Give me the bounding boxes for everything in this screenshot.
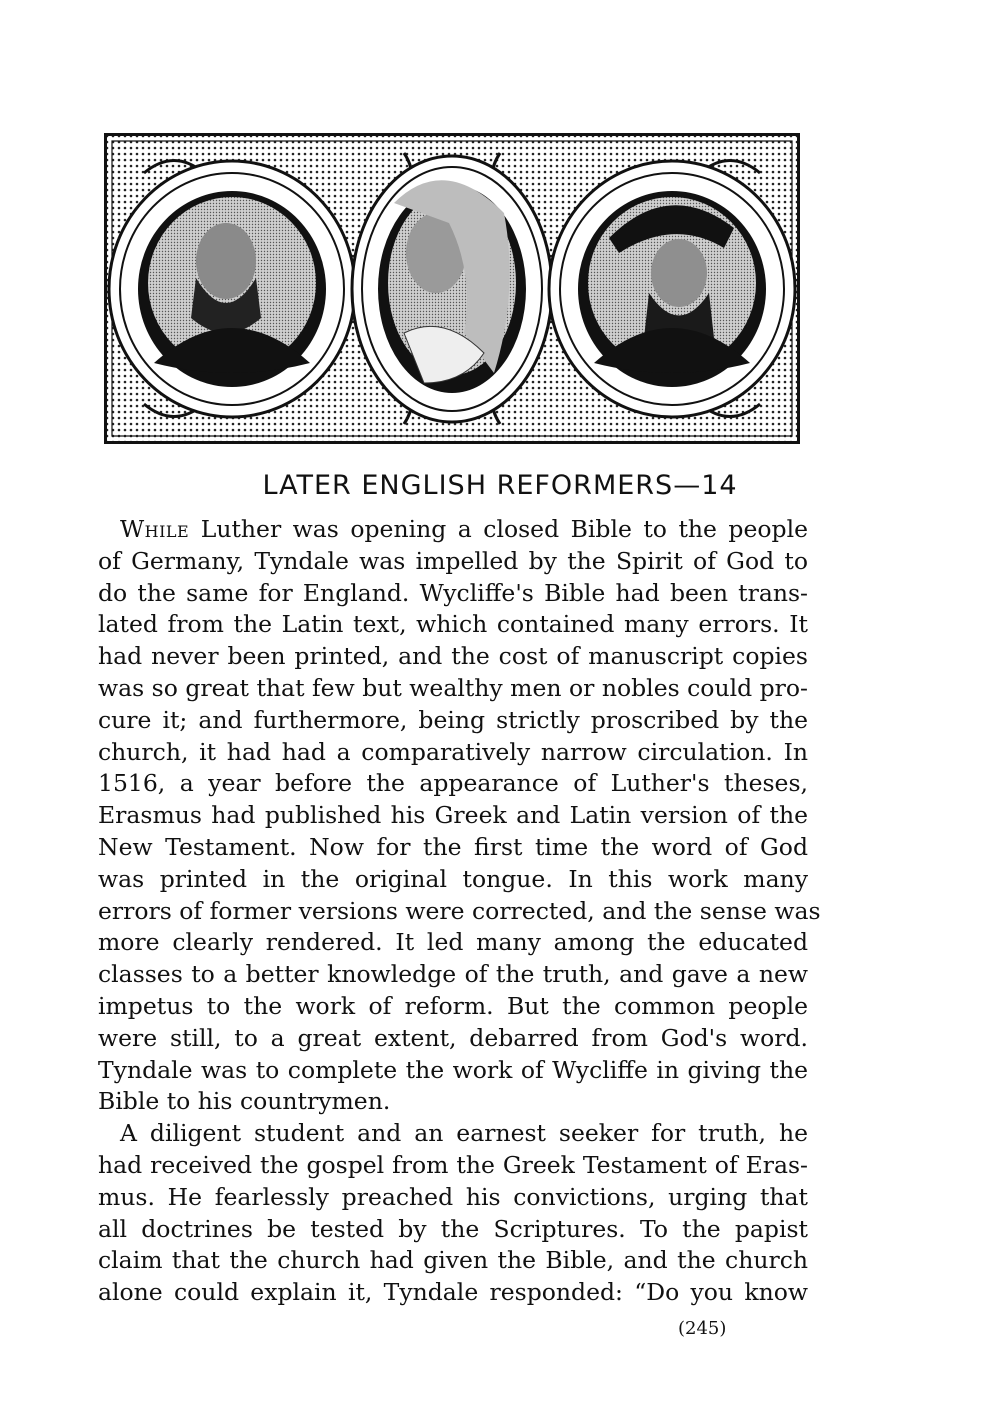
text-line: had never been printed, and the cost of manuscript copies [98,642,808,671]
text-line: classes to a better knowledge of the truth, and gave a new [98,960,808,989]
paragraph-2-line-1: A diligent student and an earnest seeker for truth, he [120,1119,808,1148]
text-line: were still, to a great extent, debarred from God's word. [98,1023,808,1052]
text-line: had received the gospel from the Greek Testament of Eras- [98,1150,808,1179]
text-line: lated from the Latin text, which contained many errors. It [98,610,808,639]
text-line: New Testament. Now for the first time the word of God [98,832,808,861]
text-line: cure it; and furthermore, being strictly proscribed by the [98,705,808,734]
chapter-title: LATER ENGLISH REFORMERS—14 [262,470,738,501]
paragraph-1-line-1: While Luther was opening a closed Bible to the people [120,515,808,543]
text-line: 1516, a year before the appearance of Luther's theses, [98,769,808,798]
text-line: church, it had had a comparatively narrow circulation. In [98,737,808,766]
text-line: mus. He fearlessly preached his convictions, urging that [98,1182,808,1211]
text-line: impetus to the work of reform. But the common people [98,991,808,1020]
portrait-right [549,161,795,417]
portrait-headpiece [104,133,800,444]
drop-word: While [120,515,190,543]
text-line: was printed in the original tongue. In this work many [98,864,808,893]
text-line: alone could explain it, Tyndale responded: “Do you know [98,1278,808,1307]
text-line: was so great that few but wealthy men or nobles could pro- [98,673,808,702]
text-line: Erasmus had published his Greek and Latin version of the [98,801,808,830]
text-line: Bible to his countrymen. [98,1087,391,1116]
text-line: Tyndale was to complete the work of Wycliffe in giving the [98,1055,808,1084]
text-line: all doctrines be tested by the Scriptures. To the papist [98,1214,808,1243]
text-line: claim that the church had given the Bible, and the church [98,1246,808,1275]
portrait-left [109,161,355,417]
body-text [98,514,821,1309]
page-number: (245) [678,1318,727,1339]
portrait-center [352,156,552,422]
text-line: do the same for England. Wycliffe's Bible had been trans- [98,578,808,607]
text-line: of Germany, Tyndale was impelled by the Spirit of God to [98,546,808,575]
text-line: errors of former versions were corrected, and the sense was [98,896,821,925]
text-line: more clearly rendered. It led many among the educated [98,928,808,957]
